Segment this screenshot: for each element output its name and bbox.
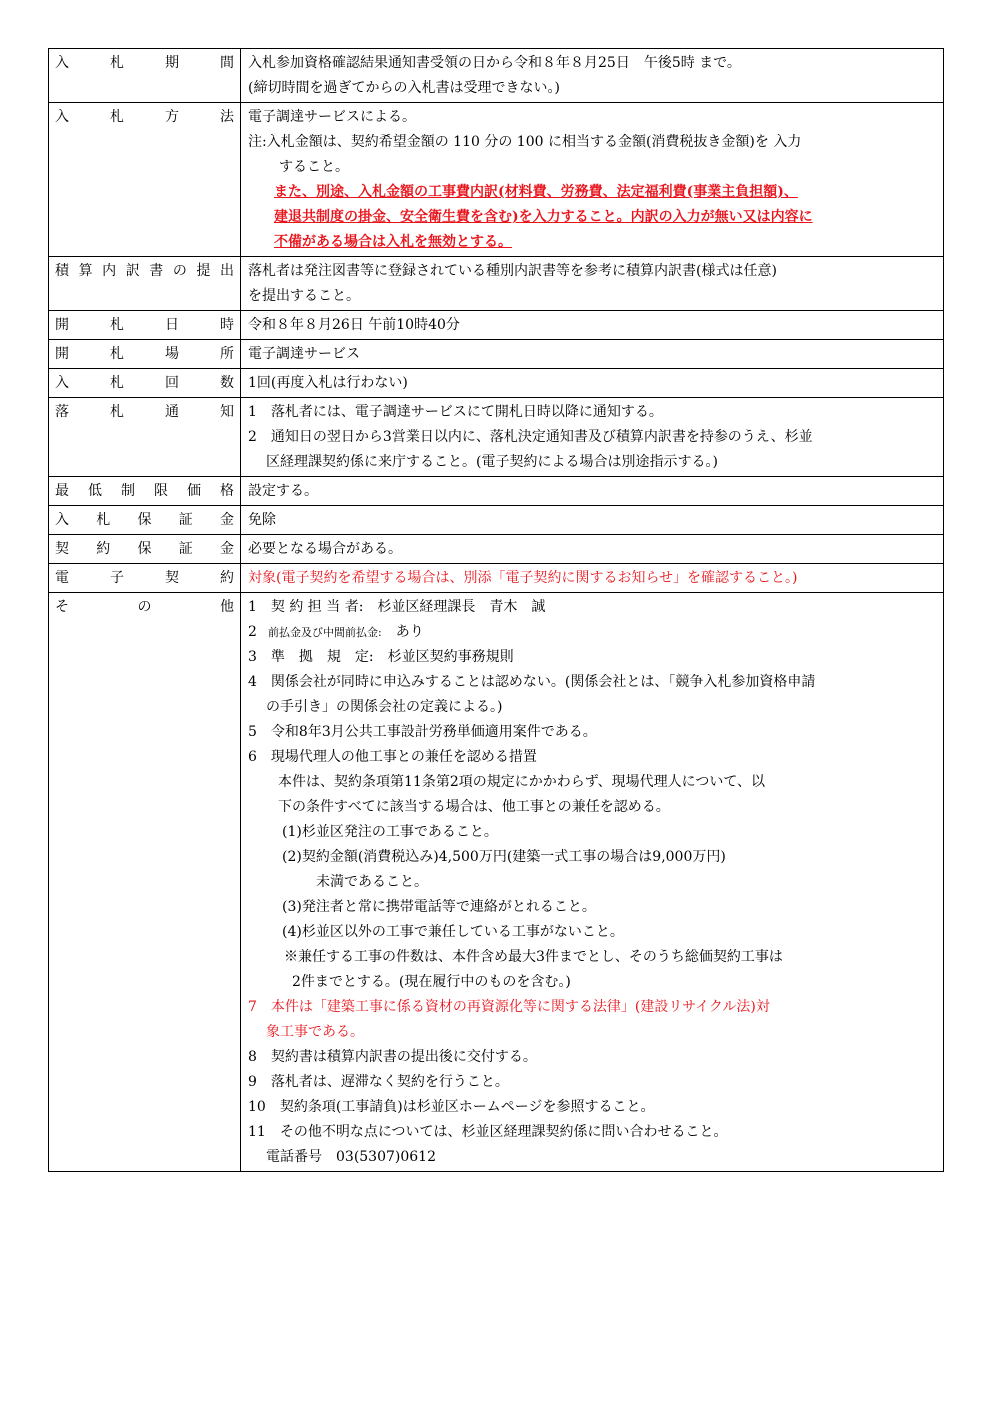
list-item-body: 本件は、契約条項第11条第2項の規定にかかわらず、現場代理人について、以 bbox=[278, 774, 766, 790]
list-item: 4 関係会社が同時に申込みすることは認めない。(関係会社とは、「競争入札参加資格申請 bbox=[248, 674, 816, 690]
table-row bbox=[49, 593, 944, 1172]
row-content bbox=[241, 535, 944, 564]
electronic-contract-notice: 対象(電子契約を希望する場合は、別添「電子契約に関するお知らせ」を確認すること。) bbox=[248, 570, 798, 586]
list-item: 6 現場代理人の他工事との兼任を認める措置 bbox=[248, 749, 537, 765]
item-label: 前払金及び中間前払金: bbox=[268, 626, 382, 639]
label-text: 積算内訳書の提出 bbox=[55, 263, 234, 279]
row-content bbox=[241, 369, 944, 398]
content-line: 2 通知日の翌日から3営業日以内に、落札決定通知書及び積算内訳書を持参のうえ、杉並 bbox=[248, 429, 813, 445]
row-content bbox=[241, 506, 944, 535]
row-content bbox=[241, 257, 944, 311]
row-label bbox=[49, 369, 241, 398]
content-line: 免除 bbox=[248, 512, 276, 528]
table-row bbox=[49, 398, 944, 477]
note-item-continued: 2件までとする。(現在履行中のものを含む。) bbox=[292, 974, 571, 990]
condition-item: (1)杉並区発注の工事であること。 bbox=[282, 824, 498, 840]
row-content bbox=[241, 398, 944, 477]
tender-conditions-table bbox=[48, 48, 944, 1172]
row-label bbox=[49, 398, 241, 477]
row-content bbox=[241, 593, 944, 1172]
content-line: 区経理課契約係に来庁すること。(電子契約による場合は別途指示する。) bbox=[266, 454, 718, 470]
content-line: 設定する。 bbox=[248, 483, 318, 499]
red-notice-line: 建退共制度の掛金、安全衛生費を含む)を入力すること。内訳の入力が無い又は内容に bbox=[274, 209, 813, 225]
table-row bbox=[49, 535, 944, 564]
row-label bbox=[49, 564, 241, 593]
table-row bbox=[49, 311, 944, 340]
row-content bbox=[241, 564, 944, 593]
content-line: 必要となる場合がある。 bbox=[248, 541, 402, 557]
note-line: すること。 bbox=[279, 159, 349, 175]
list-item: 11 その他不明な点については、杉並区経理課契約係に問い合わせること。 bbox=[248, 1124, 728, 1140]
list-item bbox=[248, 620, 936, 645]
row-label bbox=[49, 535, 241, 564]
list-item: 1 契 約 担 当 者: 杉並区経理課長 青木 誠 bbox=[248, 599, 546, 615]
content-line: 令和８年８月26日 午前10時40分 bbox=[248, 317, 460, 333]
list-item-body: 下の条件すべてに該当する場合は、他工事との兼任を認める。 bbox=[278, 799, 670, 815]
label-text: 開 札 場 所 bbox=[55, 346, 234, 362]
content-line: 電子調達サービスによる。 bbox=[248, 109, 416, 125]
row-label bbox=[49, 49, 241, 103]
label-text: 落 札 通 知 bbox=[55, 404, 234, 420]
label-text: 入 札 保 証 金 bbox=[55, 512, 234, 528]
label-text: 開 札 日 時 bbox=[55, 317, 234, 333]
content-line: 入札参加資格確認結果通知書受領の日から令和８年８月25日 午後5時 まで。 bbox=[248, 55, 741, 71]
row-content bbox=[241, 49, 944, 103]
condition-item: (2)契約金額(消費税込み)4,500万円(建築一式工事の場合は9,000万円) bbox=[282, 849, 726, 865]
row-label bbox=[49, 593, 241, 1172]
row-label bbox=[49, 311, 241, 340]
table-row bbox=[49, 257, 944, 311]
table-row bbox=[49, 506, 944, 535]
red-notice-line: また、別途、入札金額の工事費内訳(材料費、労務費、法定福利費(事業主負担額)、 bbox=[274, 184, 798, 200]
table-row bbox=[49, 477, 944, 506]
label-text: 入 札 方 法 bbox=[55, 109, 234, 125]
table-row bbox=[49, 340, 944, 369]
label-text: 最低制限価格 bbox=[55, 483, 234, 499]
list-item: 3 準 拠 規 定: 杉並区契約事務規則 bbox=[248, 649, 514, 665]
item-number: 2 bbox=[248, 624, 257, 640]
content-line: (締切時間を過ぎてからの入札書は受理できない。) bbox=[248, 80, 560, 96]
list-item-continued: の手引き」の関係会社の定義による。) bbox=[266, 699, 503, 715]
row-label bbox=[49, 477, 241, 506]
row-label bbox=[49, 506, 241, 535]
condition-item: (4)杉並区以外の工事で兼任している工事がないこと。 bbox=[282, 924, 624, 940]
list-item: 8 契約書は積算内訳書の提出後に交付する。 bbox=[248, 1049, 537, 1065]
condition-item: (3)発注者と常に携帯電話等で連絡がとれること。 bbox=[282, 899, 596, 915]
label-text: 入 札 期 間 bbox=[55, 55, 234, 71]
list-item: 9 落札者は、遅滞なく契約を行うこと。 bbox=[248, 1074, 509, 1090]
condition-item-continued: 未満であること。 bbox=[316, 874, 428, 890]
row-label bbox=[49, 103, 241, 257]
list-item-red: 7 本件は「建築工事に係る資材の再資源化等に関する法律」(建設リサイクル法)対 bbox=[248, 999, 770, 1015]
label-text: 入 札 回 数 bbox=[55, 375, 234, 391]
row-label bbox=[49, 340, 241, 369]
phone-number: 電話番号 03(5307)0612 bbox=[266, 1149, 436, 1165]
note-item: ※兼任する工事の件数は、本件含め最大3件までとし、そのうち総価契約工事は bbox=[284, 949, 783, 965]
label-text: 電 子 契 約 bbox=[55, 570, 234, 586]
list-item: 10 契約条項(工事請負)は杉並区ホームページを参照すること。 bbox=[248, 1099, 655, 1115]
table-row bbox=[49, 49, 944, 103]
note-line: 注:入札金額は、契約希望金額の 110 分の 100 に相当する金額(消費税抜き金額)を 入力 bbox=[248, 134, 802, 150]
row-content bbox=[241, 340, 944, 369]
label-text: 契 約 保 証 金 bbox=[55, 541, 234, 557]
label-text: そ の 他 bbox=[55, 599, 234, 615]
row-content bbox=[241, 477, 944, 506]
content-line: 1 落札者には、電子調達サービスにて開札日時以降に通知する。 bbox=[248, 404, 663, 420]
table-row bbox=[49, 103, 944, 257]
table-row bbox=[49, 369, 944, 398]
row-content bbox=[241, 311, 944, 340]
row-label bbox=[49, 257, 241, 311]
row-content bbox=[241, 103, 944, 257]
content-line: を提出すること。 bbox=[248, 288, 360, 304]
table-row bbox=[49, 564, 944, 593]
red-notice-line: 不備がある場合は入札を無効とする。 bbox=[274, 234, 512, 250]
list-item: 5 令和8年3月公共工事設計労務単価適用案件である。 bbox=[248, 724, 597, 740]
content-line: 電子調達サービス bbox=[248, 346, 360, 362]
list-item-red-continued: 象工事である。 bbox=[266, 1024, 364, 1040]
content-line: 落札者は発注図書等に登録されている種別内訳書等を参考に積算内訳書(様式は任意) bbox=[248, 263, 777, 279]
content-line: 1回(再度入札は行わない) bbox=[248, 375, 408, 391]
item-value: あり bbox=[395, 624, 424, 640]
